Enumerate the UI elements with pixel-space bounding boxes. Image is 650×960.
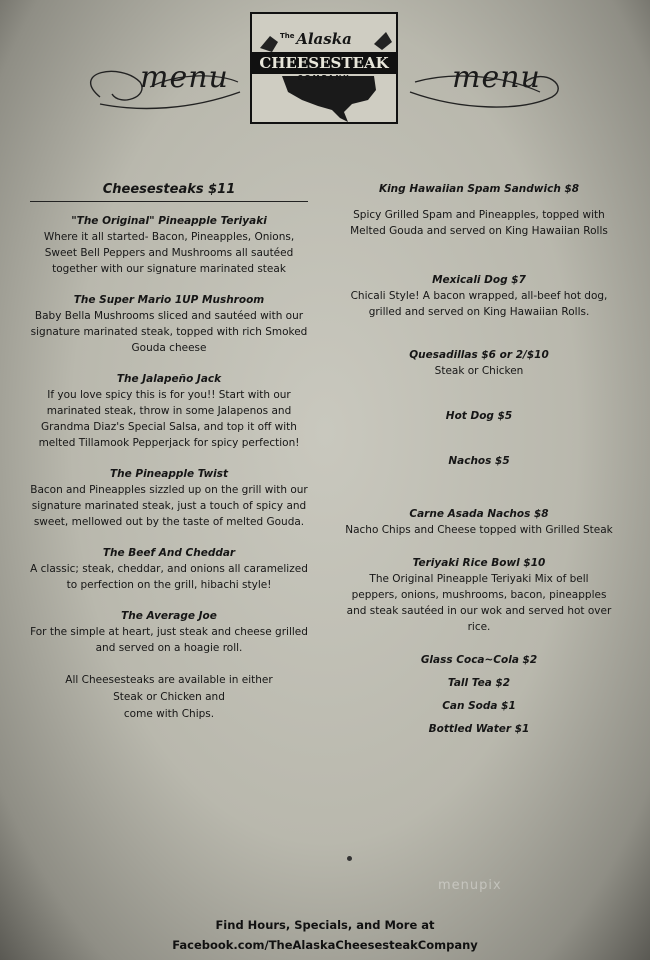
item-name: Mexicali Dog $7 (432, 274, 526, 286)
menu-item (345, 409, 613, 424)
menu-item (345, 454, 613, 469)
item-name: Carne Asada Nachos $8 (409, 508, 549, 520)
beverage-item: Glass Coca~Cola $2 (420, 654, 538, 666)
menu-heading-left: menu (140, 60, 229, 95)
menupix-watermark: menupix (438, 878, 502, 893)
menu-item (345, 348, 613, 379)
menu-item (28, 214, 310, 277)
logo-cheesesteak: CHEESESTEAK (252, 52, 396, 74)
item-name: Quesadillas $6 or 2/$10 (409, 349, 549, 361)
item-name: Nachos $5 (448, 455, 510, 467)
beverage-item: Tall Tea $2 (447, 677, 511, 689)
menu-item (28, 372, 310, 451)
item-description: Chicali Style! A bacon wrapped, all-beef hot dog, grilled and served on King Hawaiian Rolls. (350, 290, 608, 318)
item-name: The Pineapple Twist (109, 468, 229, 480)
menu-item (28, 293, 310, 356)
pin-mark (347, 856, 352, 861)
item-name: The Jalapeño Jack (116, 373, 222, 385)
item-name: Hot Dog $5 (445, 410, 513, 422)
item-description: Steak or Chicken (434, 365, 524, 377)
footer-line: Find Hours, Specials, and More at (215, 918, 435, 932)
facebook-link[interactable]: Facebook.com/TheAlaskaCheesesteakCompany (172, 938, 478, 952)
item-description: Bacon and Pineapples sizzled up on the grill with our signature marinated steak, just a touch of spicy and sweet, mellowed out by the taste of melted Gouda. (30, 484, 308, 528)
beverage-item: Bottled Water $1 (428, 723, 530, 735)
item-name: Teriyaki Rice Bowl $10 (412, 557, 546, 569)
item-name: "The Original" Pineapple Teriyaki (71, 215, 267, 227)
item-description: Nacho Chips and Cheese topped with Grilled Steak (345, 524, 613, 536)
item-description: Spicy Grilled Spam and Pineapples, topped with Melted Gouda and served on King Hawaiian Rolls (350, 209, 608, 237)
item-name: The Average Joe (121, 610, 217, 622)
logo-company: COMPANY (297, 74, 351, 82)
logo-the: The (280, 32, 295, 40)
beverage-item: Can Soda $1 (442, 700, 516, 712)
item-description: The Original Pineapple Teriyaki Mix of bell peppers, onions, mushrooms, bacon, pineapples and steak sautéed in our wok and served hot over rice. (346, 573, 612, 633)
item-description: If you love spicy this is for you!! Start with our marinated steak, throw in some Jalapenos and Grandma Diaz's Special Salsa, and top it off with melted Tillamook Pepperjack for spicy perfection! (38, 389, 300, 449)
right-column (345, 182, 613, 745)
menu-item (28, 467, 310, 530)
footer (0, 915, 650, 955)
item-name: The Beef And Cheddar (102, 547, 236, 559)
item-name: The Super Mario 1UP Mushroom (73, 294, 265, 306)
note-line: All Cheesesteaks are available in either (65, 674, 273, 686)
logo-alaska: Alaska (296, 30, 352, 48)
menu-item (345, 182, 613, 239)
item-description: Baby Bella Mushrooms sliced and sautéed with our signature marinated steak, topped with rich Smoked Gouda cheese (30, 310, 308, 354)
menu-item (345, 273, 613, 320)
cheesesteak-note (28, 672, 310, 723)
menu-item (345, 556, 613, 635)
section-title-cheesesteaks: Cheesesteaks $11 (30, 182, 308, 202)
item-name: King Hawaiian Spam Sandwich $8 (378, 183, 580, 195)
menu-item (28, 546, 310, 593)
note-line: come with Chips. (123, 708, 215, 720)
menu-item (345, 507, 613, 538)
item-description: A classic; steak, cheddar, and onions all caramelized to perfection on the grill, hibachi style! (30, 563, 308, 591)
left-column (28, 182, 310, 723)
note-line: Steak or Chicken and (113, 691, 225, 703)
item-description: For the simple at heart, just steak and cheese grilled and served on a hoagie roll. (30, 626, 308, 654)
company-logo (250, 12, 398, 124)
menu-item (28, 609, 310, 656)
item-description: Where it all started- Bacon, Pineapples, Onions, Sweet Bell Peppers and Mushrooms all sautéed together with our signature marinated steak (43, 231, 295, 275)
menu-heading-right: menu (452, 60, 541, 95)
